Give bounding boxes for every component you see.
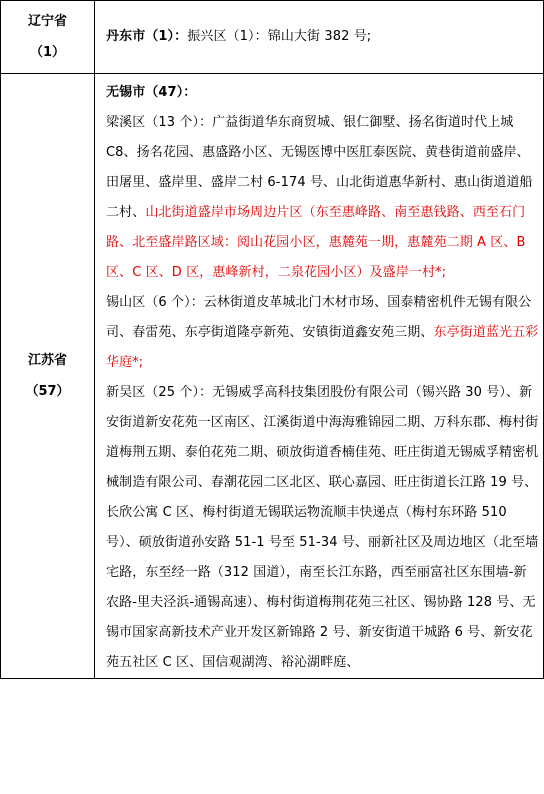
district-xishan <box>106 288 539 378</box>
district-text: 新吴区（25 个）：无锡威孚高科技集团股份有限公司（锡兴路 30 号）、新安街道新安花苑一区南区、江溪街道中海海雅锦园二期、万科东郡、梅村街道梅荆五期、泰伯花苑二期、硕放街道香楠佳苑、旺庄街道无锡威孚精密机械制造有限公司、春潮花园二区北区、联心嘉园、旺庄街道长江路 19 号、长欣公寓 C 区、梅村街道无锡联运物流顺丰快递点（梅村东环路 510 号）、硕放街道孙安路 51-1 号至 51-34 号、丽新社区及周边地区（北至墙宅路，东至经一路（312 国道），南至长江东路，西至丽富社区东围墙-新农路-里夫泾浜-通锡高速）、梅村街道梅荆花苑三社区、锡协路 128 号、无锡市国家高新技术产业开发区新锦路 2 号、新安街道干城路 6 号、新安花苑五社区 C 区、国信观湖湾、裕沁湖畔庭、 <box>106 385 539 670</box>
province-name: 江苏省 <box>27 353 67 368</box>
table-row <box>1 74 544 679</box>
district-liangxi <box>106 108 539 288</box>
city-line <box>106 22 539 52</box>
content-cell <box>95 1 544 74</box>
highlighted-text: 山北街道盛岸市场周边片区（东至惠峰路、南至惠钱路、西至石门路、北至盛岸路区域：阅山花园小区，惠麓苑一期，惠麓苑二期 A 区、B 区、C 区、D 区，惠峰新村，二泉花园小区）及盛岸一村*; <box>106 205 526 280</box>
city-title: 丹东市（1）： <box>106 29 188 44</box>
province-name: 辽宁省 <box>27 14 67 29</box>
province-count: （57） <box>25 384 70 399</box>
district-xinwu <box>106 378 539 678</box>
province-count: （1） <box>29 45 66 60</box>
district-text: 振兴区（1）：锦山大街 382 号; <box>187 29 372 44</box>
district-text: 梁溪区（13 个）：广益街道华东商贸城、银仁御墅、扬名街道时代上城C8、扬名花园、惠盛路小区、无锡医博中医肛泰医院、黄巷街道前盛岸、田屠里、盛岸里、盛岸二村 6-174 号、山北街道惠华新村、惠山街道道船二村、 <box>106 115 533 220</box>
city-title: 无锡市（47）： <box>106 85 197 100</box>
content-cell <box>95 74 544 679</box>
highlighted-text: 东亭街道蓝光五彩华庭*; <box>106 325 539 370</box>
district-text: 锡山区（6 个）：云林街道皮革城北门木材市场、国泰精密机件无锡有限公司、春雷苑、东亭街道隆亭新苑、安镇街道鑫安苑三期、 <box>106 295 532 340</box>
province-cell <box>1 1 95 74</box>
table-row <box>1 1 544 74</box>
province-cell <box>1 74 95 679</box>
